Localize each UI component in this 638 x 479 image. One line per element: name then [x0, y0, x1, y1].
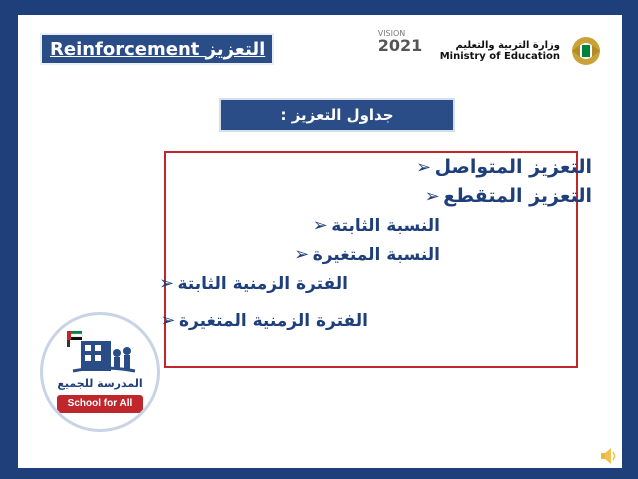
- list-item: ➢ الفترة الزمنية الثابتة: [156, 273, 353, 294]
- slide-title-text: Reinforcement التعزيز: [50, 38, 266, 60]
- school-for-all-logo: [40, 312, 160, 432]
- speaker-icon[interactable]: [600, 446, 618, 466]
- school-building-icon: [65, 329, 141, 375]
- ministry-name-en: Ministry of Education: [439, 51, 560, 62]
- list-item: ➢ الفترة الزمنية المتغيرة: [157, 310, 372, 331]
- list-item: ➢ التعزيز المتقطع: [421, 185, 596, 207]
- slide-title: [40, 33, 274, 65]
- school-logo-en: School for All: [57, 395, 143, 413]
- header-logos: [378, 27, 606, 75]
- vision-2021-logo: [378, 29, 426, 73]
- section-header: [219, 98, 455, 132]
- list-item: ➢ التعزيز المتواصل: [413, 156, 596, 178]
- arrow-bullet-icon: ➢: [312, 215, 328, 236]
- list-item: ➢ النسبة الثابتة: [309, 215, 444, 236]
- section-header-text: جداول التعزيز :: [280, 106, 394, 124]
- slide: [18, 15, 622, 468]
- vision-label: VISION: [377, 29, 406, 38]
- arrow-bullet-icon: ➢: [158, 273, 175, 294]
- arrow-bullet-icon: ➢: [294, 244, 310, 265]
- arrow-bullet-icon: ➢: [416, 156, 432, 178]
- uae-emblem-icon: [566, 31, 606, 71]
- list-item: ➢ النسبة المتغيرة: [291, 244, 444, 265]
- arrow-bullet-icon: ➢: [424, 185, 440, 207]
- vision-year: 2021: [377, 36, 423, 55]
- ministry-name-ar: وزارة التربية والتعليم: [455, 40, 560, 51]
- arrow-bullet-icon: ➢: [160, 310, 176, 331]
- school-logo-ar: المدرسة للجميع: [57, 377, 143, 390]
- ministry-logo: [440, 31, 606, 71]
